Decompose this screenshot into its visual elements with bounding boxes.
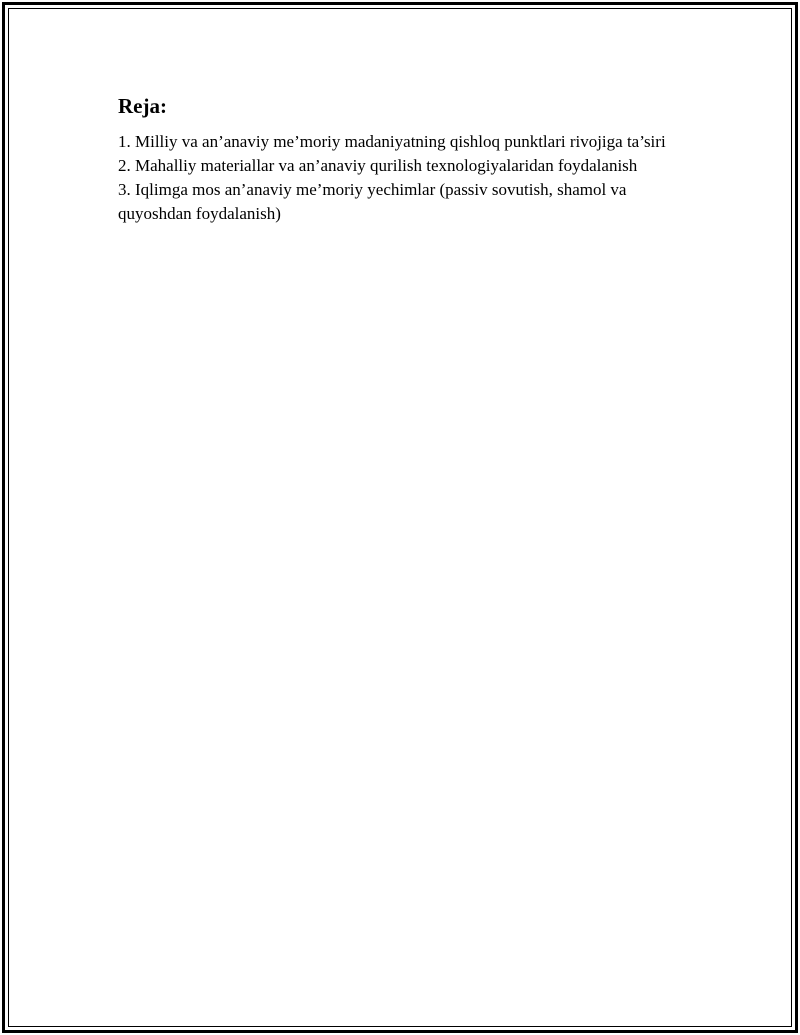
plan-item-3: 3. Iqlimga mos an’anaviy me’moriy yechimlar (passiv sovutish, shamol va quyoshdan foydalanish) <box>118 180 627 223</box>
page-content <box>118 92 688 226</box>
plan-item-1: 1. Milliy va an’anaviy me’moriy madaniyatning qishloq punktlari rivojiga ta’siri <box>118 132 666 151</box>
plan-list <box>118 130 688 226</box>
plan-heading: Reja: <box>118 94 167 118</box>
plan-item-2: 2. Mahalliy materiallar va an’anaviy qurilish texnologiyalaridan foydalanish <box>118 156 638 175</box>
